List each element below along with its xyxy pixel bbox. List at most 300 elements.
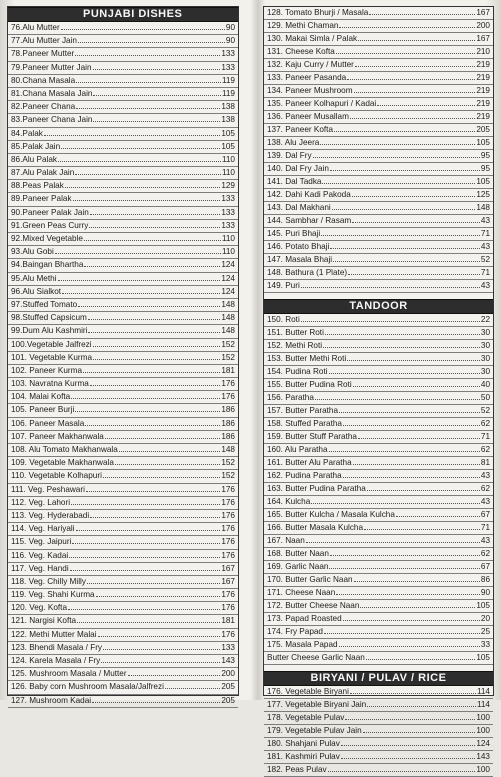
- leader-dots: [367, 706, 476, 707]
- menu-item-price: 200: [476, 21, 490, 30]
- leader-dots: [65, 187, 221, 188]
- menu-item-name: 155. Butter Pudina Roti: [267, 380, 352, 389]
- menu-item-row: [264, 163, 493, 176]
- menu-item-name: 119. Veg. Shahi Kurma: [11, 590, 95, 600]
- menu-item-row: [8, 101, 238, 114]
- menu-item-row: [8, 273, 238, 286]
- menu-item-price: 43: [480, 497, 490, 506]
- leader-dots: [128, 675, 221, 676]
- leader-dots: [322, 183, 475, 184]
- leader-dots: [96, 596, 221, 597]
- menu-item-price: 30: [480, 341, 490, 350]
- menu-item-row: [8, 193, 238, 206]
- menu-item-row: [264, 366, 493, 379]
- menu-item-price: 176: [221, 497, 235, 507]
- menu-item-name: 106. Paneer Masala: [11, 418, 85, 428]
- menu-item-name: 138. Alu Jeera: [267, 138, 320, 147]
- leader-dots: [328, 771, 476, 772]
- menu-item-name: 101. Vegetable Kurma: [11, 352, 93, 362]
- menu-item-price: 105: [221, 141, 235, 151]
- leader-dots: [323, 347, 480, 348]
- menu-item-name: 96.Alu Sialkot: [11, 286, 62, 296]
- menu-item-name: 154. Pudina Roti: [267, 367, 328, 376]
- menu-item-name: 109. Vegetable Makhanwala: [11, 458, 114, 468]
- menu-item-row: [8, 154, 238, 167]
- leader-dots: [355, 66, 475, 67]
- menu-item-name: 141. Dal Tadka: [267, 177, 322, 186]
- menu-item-price: 33: [480, 640, 490, 649]
- menu-item-price: 186: [221, 405, 235, 415]
- menu-item-row: [264, 353, 493, 366]
- menu-item-name: 153. Butter Methi Roti: [267, 354, 347, 363]
- leader-dots: [369, 14, 475, 15]
- menu-item-row: [264, 59, 493, 72]
- menu-item-row: [264, 457, 493, 470]
- menu-item-price: 176: [221, 379, 235, 389]
- menu-item-price: 138: [221, 115, 235, 125]
- menu-item-name: 86.Alu Palak: [11, 154, 57, 164]
- menu-item-row: [264, 314, 493, 327]
- menu-item-name: 124. Karela Masala / Fry: [11, 656, 101, 665]
- menu-item-price: 124: [221, 286, 235, 296]
- menu-item-name: 161. Butter Alu Paratha: [267, 458, 352, 467]
- menu-item-name: 117. Veg. Handi: [11, 563, 69, 573]
- menu-item-name: 126. Baby corn Mushroom Masala/Jalfrezi: [11, 682, 164, 692]
- menu-item-price: 138: [221, 102, 235, 112]
- menu-item-name: 162. Pudina Paratha: [267, 471, 342, 480]
- menu-item-row: [264, 33, 493, 46]
- leader-dots: [101, 662, 220, 663]
- menu-item-price: 219: [476, 86, 490, 95]
- menu-item-price: 114: [476, 700, 490, 709]
- menu-item-price: 148: [476, 203, 490, 212]
- leader-dots: [75, 411, 220, 412]
- menu-item-row: [264, 561, 493, 574]
- menu-item-price: 95: [480, 151, 490, 160]
- leader-dots: [301, 321, 480, 322]
- menu-item-price: 95: [480, 164, 490, 173]
- menu-item-price: 43: [480, 471, 490, 480]
- leader-dots: [345, 719, 475, 720]
- menu-item-price: 181: [221, 616, 235, 626]
- menu-item-name: 127. Mushroom Kadai: [11, 695, 92, 705]
- punjabi-dishes-list-continued: [264, 7, 493, 293]
- leader-dots: [92, 702, 220, 703]
- menu-item-name: 102. Paneer Kurma: [11, 365, 83, 375]
- leader-dots: [55, 253, 221, 254]
- menu-item-name: 104. Malai Kofta: [11, 392, 71, 402]
- menu-item-row: [264, 46, 493, 59]
- menu-item-row: [8, 233, 238, 246]
- menu-item-row: [264, 85, 493, 98]
- menu-item-name: 149. Puri: [267, 281, 300, 290]
- menu-item-price: 143: [476, 752, 490, 761]
- menu-item-price: 186: [221, 418, 235, 428]
- leader-dots: [75, 55, 220, 56]
- leader-dots: [103, 477, 220, 478]
- menu-item-name: 179. Vegetable Pulav Jain: [267, 726, 362, 735]
- menu-item-price: 25: [480, 627, 490, 636]
- section-title-biryani: BIRYANI / PULAV / RICE: [264, 671, 493, 686]
- menu-item-row: [8, 75, 238, 88]
- menu-item-row: [8, 391, 238, 404]
- menu-item-row: [8, 180, 238, 193]
- leader-dots: [320, 144, 475, 145]
- menu-item-name: 168. Butter Naan: [267, 549, 329, 558]
- menu-item-name: 120. Veg. Kofta: [11, 603, 67, 613]
- menu-item-row: [8, 325, 238, 338]
- menu-item-row: [264, 686, 493, 699]
- menu-item-price: 30: [480, 354, 490, 363]
- menu-item-row: [8, 576, 238, 589]
- menu-item-name: 181. Kashmiri Pulav: [267, 752, 340, 761]
- menu-item-row: [264, 431, 493, 444]
- menu-item-name: 121. Nargisi Kofta: [11, 616, 77, 626]
- menu-item-row: [8, 681, 238, 694]
- menu-item-row: [8, 312, 238, 325]
- menu-item-row: [264, 483, 493, 496]
- menu-item-row: [264, 639, 493, 652]
- leader-dots: [396, 516, 480, 517]
- leader-dots: [93, 346, 221, 347]
- menu-item-name: 95.Alu Methi: [11, 273, 57, 283]
- menu-item-name: 97.Stuffed Tomato: [11, 299, 78, 309]
- menu-item-name: 81.Chana Masala Jain: [11, 88, 93, 98]
- menu-item-row: [8, 629, 238, 642]
- menu-item-name: 129. Methi Chaman: [267, 21, 339, 30]
- menu-item-price: 119: [221, 88, 235, 98]
- leader-dots: [44, 135, 220, 136]
- menu-item-row: [264, 738, 493, 751]
- menu-item-price: 219: [476, 60, 490, 69]
- menu-item-name: 92.Mixed Vegetable: [11, 234, 83, 243]
- leader-dots: [336, 53, 476, 54]
- leader-dots: [350, 693, 476, 694]
- leader-dots: [330, 248, 480, 249]
- menu-item-name: 99.Dum Alu Kashmiri: [11, 326, 88, 336]
- menu-item-price: 200: [221, 669, 235, 679]
- menu-item-row: [8, 418, 238, 431]
- menu-item-row: [8, 470, 238, 483]
- menu-item-price: 67: [480, 562, 490, 571]
- leader-dots: [72, 543, 220, 544]
- menu-item-price: 125: [476, 190, 490, 199]
- menu-item-price: 219: [476, 99, 490, 108]
- menu-item-row: [264, 652, 493, 665]
- menu-item-name: 83.Paneer Chana Jain: [11, 115, 93, 125]
- leader-dots: [354, 581, 480, 582]
- menu-item-name: 151. Butter Roti: [267, 328, 324, 337]
- menu-item-price: 71: [480, 268, 490, 277]
- menu-item-row: [8, 589, 238, 602]
- menu-item-name: 177. Vegetable Biryani Jain: [267, 700, 367, 709]
- menu-item-name: 110. Vegetable Kolhapuri: [11, 471, 102, 481]
- menu-item-price: 167: [476, 34, 490, 43]
- menu-item-price: 167: [476, 8, 490, 17]
- menu-item-name: 132. Kaju Curry / Mutter: [267, 60, 354, 69]
- menu-item-price: 71: [480, 432, 490, 441]
- leader-dots: [313, 157, 480, 158]
- leader-dots: [364, 529, 480, 530]
- menu-item-row: [264, 189, 493, 202]
- leader-dots: [315, 399, 480, 400]
- menu-item-row: [8, 352, 238, 365]
- menu-item-name: 133. Paneer Pasanda: [267, 73, 347, 82]
- leader-dots: [353, 464, 480, 465]
- menu-item-name: 159. Butter Stuff Paratha: [267, 432, 357, 441]
- leader-dots: [332, 209, 476, 210]
- menu-item-name: 182. Peas Pulav: [267, 765, 327, 774]
- menu-item-price: 148: [221, 445, 235, 454]
- leader-dots: [347, 360, 480, 361]
- menu-item-name: 125. Mushroom Masala / Mutter: [11, 669, 127, 679]
- menu-item-row: [264, 254, 493, 267]
- menu-item-name: 134. Paneer Mushroom: [267, 86, 353, 95]
- menu-item-row: [264, 626, 493, 639]
- menu-item-row: [8, 35, 238, 48]
- menu-item-price: 148: [221, 313, 235, 323]
- menu-item-row: [264, 202, 493, 215]
- menu-item-row: [8, 167, 238, 180]
- menu-item-row: [8, 404, 238, 417]
- section-title-tandoor: TANDOOR: [264, 299, 493, 314]
- menu-item-row: [264, 587, 493, 600]
- leader-dots: [336, 594, 480, 595]
- menu-item-row: [8, 128, 238, 141]
- leader-dots: [347, 79, 475, 80]
- menu-item-row: [8, 510, 238, 523]
- menu-item-name: 112. Veg. Lahori: [11, 497, 71, 507]
- menu-item-price: 167: [221, 563, 235, 573]
- leader-dots: [68, 609, 220, 610]
- leader-dots: [329, 373, 480, 374]
- leader-dots: [301, 287, 480, 288]
- leader-dots: [69, 557, 220, 558]
- menu-item-name: 176. Vegetable Biryani: [267, 687, 349, 696]
- menu-item-price: 133: [221, 207, 235, 217]
- leader-dots: [366, 659, 475, 660]
- menu-item-row: [264, 241, 493, 254]
- menu-item-name: 144. Sambhar / Rasam: [267, 216, 352, 225]
- leader-dots: [343, 477, 480, 478]
- leader-dots: [367, 490, 480, 491]
- menu-item-price: 152: [221, 352, 235, 362]
- menu-item-price: 133: [221, 642, 235, 652]
- menu-item-price: 133: [221, 220, 235, 230]
- menu-item-name: 178. Vegetable Pulav: [267, 713, 345, 722]
- menu-item-row: [264, 111, 493, 124]
- menu-item-name: 98.Stuffed Capsicum: [11, 313, 87, 323]
- leader-dots: [86, 491, 220, 492]
- menu-item-price: 43: [480, 242, 490, 251]
- menu-item-price: 176: [221, 392, 235, 402]
- menu-item-row: [264, 98, 493, 111]
- leader-dots: [78, 42, 225, 43]
- leader-dots: [341, 745, 475, 746]
- menu-item-price: 105: [221, 128, 235, 138]
- menu-item-row: [264, 725, 493, 738]
- leader-dots: [329, 451, 480, 452]
- menu-item-row: [8, 114, 238, 127]
- menu-item-row: [8, 88, 238, 101]
- menu-item-name: 164. Kulcha: [267, 497, 311, 506]
- leader-dots: [341, 758, 476, 759]
- menu-item-row: [8, 220, 238, 233]
- leader-dots: [377, 105, 475, 106]
- menu-item-row: [264, 72, 493, 85]
- leader-dots: [329, 568, 479, 569]
- menu-item-price: 176: [221, 537, 235, 547]
- menu-item-name: 173. Papad Roasted: [267, 614, 342, 623]
- menu-item-name: 175. Masala Papad: [267, 640, 338, 649]
- menu-item-price: 176: [221, 510, 235, 520]
- menu-item-price: 52: [480, 406, 490, 415]
- menu-column-right: [263, 6, 494, 774]
- menu-item-name: 158. Stuffed Paratha: [267, 419, 342, 428]
- menu-item-row: [264, 327, 493, 340]
- menu-item-price: 43: [480, 281, 490, 290]
- menu-item-price: 176: [221, 590, 235, 600]
- menu-item-row: [264, 496, 493, 509]
- menu-item-price: 119: [221, 75, 235, 85]
- menu-item-price: 105: [476, 601, 490, 610]
- leader-dots: [358, 438, 480, 439]
- menu-item-name: 115. Veg. Jaipuri: [11, 537, 72, 547]
- menu-item-row: [8, 62, 238, 75]
- leader-dots: [90, 385, 221, 386]
- menu-item-price: 176: [221, 629, 235, 639]
- menu-item-name: 76.Alu Mutter: [11, 23, 60, 32]
- leader-dots: [325, 334, 480, 335]
- menu-item-row: [8, 497, 238, 510]
- leader-dots: [83, 372, 220, 373]
- menu-item-name: 137. Paneer Kofta: [267, 125, 334, 134]
- menu-item-row: [264, 20, 493, 33]
- menu-item-name: 160. Alu Paratha: [267, 445, 328, 454]
- leader-dots: [77, 622, 220, 623]
- menu-item-price: 100: [476, 713, 490, 722]
- menu-item-row: [8, 668, 238, 681]
- leader-dots: [339, 646, 480, 647]
- leader-dots: [93, 121, 220, 122]
- menu-item-name: 114. Veg. Hariyali: [11, 524, 75, 534]
- menu-item-price: 105: [476, 177, 490, 186]
- menu-item-row: [8, 299, 238, 312]
- leader-dots: [339, 27, 475, 28]
- menu-item-price: 22: [480, 315, 490, 324]
- menu-item-price: 152: [221, 471, 235, 481]
- leader-dots: [98, 636, 221, 637]
- menu-item-name: 180. Shahjani Pulav: [267, 739, 340, 748]
- menu-item-name: 113. Veg. Hyderabadi: [11, 510, 90, 520]
- menu-item-row: [264, 137, 493, 150]
- leader-dots: [343, 425, 480, 426]
- menu-item-price: 129: [221, 181, 235, 191]
- leader-dots: [73, 200, 221, 201]
- leader-dots: [311, 503, 480, 504]
- leader-dots: [119, 451, 221, 452]
- menu-item-price: 30: [480, 328, 490, 337]
- menu-item-price: 143: [221, 656, 235, 665]
- menu-item-name: 79.Paneer Mutter Jain: [11, 62, 92, 72]
- menu-item-price: 110: [221, 247, 235, 257]
- menu-item-row: [264, 522, 493, 535]
- leader-dots: [360, 607, 475, 608]
- leader-dots: [75, 174, 221, 175]
- menu-item-name: 131. Cheese Kofta: [267, 47, 335, 56]
- menu-item-row: [8, 259, 238, 272]
- menu-item-name: 166. Butter Masala Kulcha: [267, 523, 364, 532]
- menu-item-row: [8, 431, 238, 444]
- leader-dots: [76, 530, 221, 531]
- menu-item-row: [264, 124, 493, 137]
- menu-item-name: 156. Paratha: [267, 393, 314, 402]
- menu-item-price: 81: [480, 458, 490, 467]
- leader-dots: [58, 161, 221, 162]
- leader-dots: [348, 274, 480, 275]
- menu-item-row: [264, 699, 493, 712]
- leader-dots: [324, 633, 480, 634]
- menu-item-name: Butter Cheese Garlic Naan: [267, 653, 365, 662]
- menu-item-price: 90: [225, 23, 235, 32]
- menu-item-price: 133: [221, 194, 235, 204]
- menu-item-price: 20: [480, 614, 490, 623]
- menu-item-price: 176: [221, 550, 235, 560]
- menu-item-row: [264, 215, 493, 228]
- menu-item-price: 148: [221, 326, 235, 336]
- menu-item-price: 52: [480, 255, 490, 264]
- menu-item-name: 140. Dal Fry Jain: [267, 164, 329, 173]
- menu-item-price: 133: [221, 62, 235, 72]
- section-title-punjabi: PUNJABI DISHES: [8, 7, 238, 22]
- menu-item-row: [8, 484, 238, 497]
- leader-dots: [87, 583, 220, 584]
- menu-item-price: 186: [221, 431, 235, 441]
- menu-item-price: 210: [476, 47, 490, 56]
- menu-item-row: [8, 22, 238, 35]
- leader-dots: [321, 235, 480, 236]
- menu-item-name: 143. Dal Makhani: [267, 203, 331, 212]
- menu-item-price: 167: [221, 576, 235, 586]
- menu-item-row: [264, 150, 493, 163]
- leader-dots: [88, 332, 220, 333]
- menu-item-price: 40: [480, 380, 490, 389]
- leader-dots: [352, 196, 476, 197]
- leader-dots: [353, 386, 480, 387]
- menu-column-left: [7, 6, 239, 705]
- menu-item-price: 205: [221, 682, 235, 692]
- menu-item-name: 148. Bathura (1 Plate): [267, 268, 348, 277]
- leader-dots: [90, 214, 220, 215]
- menu-item-row: [8, 246, 238, 259]
- menu-item-price: 71: [480, 229, 490, 238]
- menu-item-name: 152. Methi Roti: [267, 341, 323, 350]
- leader-dots: [76, 108, 220, 109]
- menu-item-row: [264, 600, 493, 613]
- leader-dots: [88, 319, 220, 320]
- menu-item-price: 110: [221, 154, 235, 164]
- menu-item-price: 90: [225, 36, 235, 46]
- menu-item-row: [8, 141, 238, 154]
- menu-item-price: 133: [221, 49, 235, 59]
- menu-item-row: [8, 365, 238, 378]
- menu-item-price: 105: [476, 653, 490, 662]
- menu-item-price: 219: [476, 112, 490, 121]
- menu-item-row: [8, 563, 238, 576]
- menu-item-price: 176: [221, 484, 235, 494]
- menu-item-name: 169. Garlic Naan: [267, 562, 329, 571]
- menu-item-name: 89.Paneer Palak: [11, 194, 72, 204]
